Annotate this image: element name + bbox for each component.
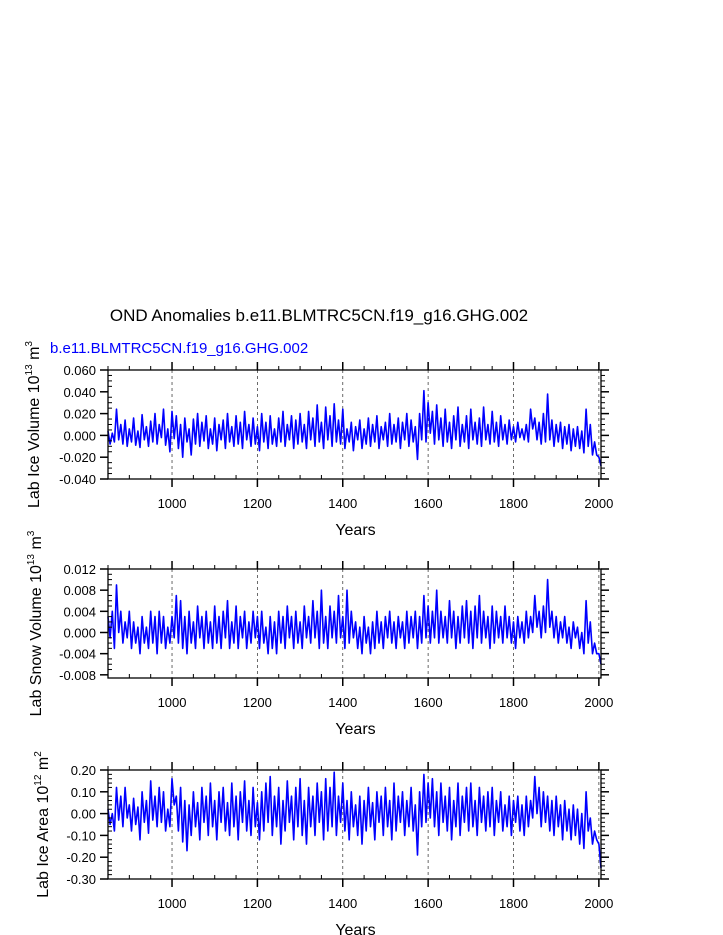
x-tick-label: 1400	[328, 695, 358, 710]
panel-3	[33, 751, 613, 935]
y-axis-title-part: Lab Ice Area 10	[35, 785, 52, 898]
x-tick-label: 1400	[328, 896, 358, 911]
x-tick-label: 1400	[328, 496, 358, 511]
y-tick-label: -0.20	[66, 850, 96, 866]
y-axis-title	[24, 341, 43, 508]
y-axis-title	[26, 530, 45, 716]
y-tick-label: 0.004	[63, 604, 96, 620]
y-tick-label: 0.000	[63, 625, 96, 641]
panel-2	[26, 530, 613, 738]
y-axis-title-exponent: 13	[24, 364, 35, 376]
y-axis-title-exponent: 3	[26, 530, 37, 537]
y-axis-title-part: m	[26, 346, 43, 365]
y-axis-title-part: Lab Snow Volume 10	[28, 565, 45, 717]
data-series-line	[108, 580, 601, 665]
y-axis-title-part: Lab Ice Volume 10	[26, 375, 43, 509]
x-tick-label: 1200	[242, 695, 272, 710]
x-tick-label: 1600	[413, 496, 443, 511]
y-tick-label: 0.20	[70, 763, 96, 778]
panel-1	[24, 341, 613, 539]
x-tick-label: 2000	[584, 695, 614, 710]
y-tick-label: 0.008	[63, 583, 96, 599]
y-axis-title-part: m	[35, 756, 52, 775]
x-tick-label: 1200	[242, 896, 272, 911]
y-axis-title-exponent: 2	[33, 751, 44, 757]
x-axis-title: Years	[335, 522, 376, 539]
x-tick-label: 1800	[499, 496, 528, 511]
x-tick-label: 1000	[157, 695, 187, 710]
x-tick-label: 1800	[499, 695, 528, 710]
y-axis-title-exponent: 12	[33, 774, 44, 786]
y-tick-label: -0.10	[66, 828, 96, 844]
y-tick-label: 0.000	[63, 428, 96, 444]
x-tick-label: 1000	[157, 496, 187, 511]
x-axis-title: Years	[335, 721, 376, 738]
y-axis-title-exponent: 13	[26, 554, 37, 566]
y-tick-label: 0.020	[63, 406, 96, 422]
y-axis-title-exponent: 3	[24, 340, 35, 347]
y-tick-label: 0.00	[70, 806, 96, 822]
y-tick-label: 0.012	[63, 562, 96, 577]
y-tick-label: -0.004	[59, 646, 96, 662]
data-series-line	[108, 391, 601, 466]
y-tick-label: -0.008	[59, 667, 96, 683]
x-tick-label: 1000	[157, 896, 187, 911]
x-tick-label: 2000	[584, 896, 614, 911]
y-axis-title-part: m	[28, 536, 45, 554]
y-tick-label: -0.040	[59, 472, 96, 487]
x-tick-label: 2000	[584, 496, 614, 511]
chart-subtitle: b.e11.BLMTRC5CN.f19_g16.GHG.002	[50, 340, 309, 357]
y-tick-label: 0.060	[63, 363, 96, 378]
y-axis-title	[33, 751, 52, 898]
x-tick-label: 1800	[499, 896, 528, 911]
y-tick-label: -0.020	[59, 450, 96, 466]
x-axis-title: Years	[335, 922, 376, 935]
chart-title: OND Anomalies b.e11.BLMTRC5CN.f19_g16.GHG.002	[109, 306, 529, 325]
y-tick-label: -0.30	[66, 872, 96, 887]
x-tick-label: 1200	[242, 496, 272, 511]
x-tick-label: 1600	[413, 896, 443, 911]
x-tick-label: 1600	[413, 695, 443, 710]
y-tick-label: 0.040	[63, 384, 96, 400]
data-series-line	[108, 772, 601, 868]
y-tick-label: 0.10	[70, 784, 96, 800]
